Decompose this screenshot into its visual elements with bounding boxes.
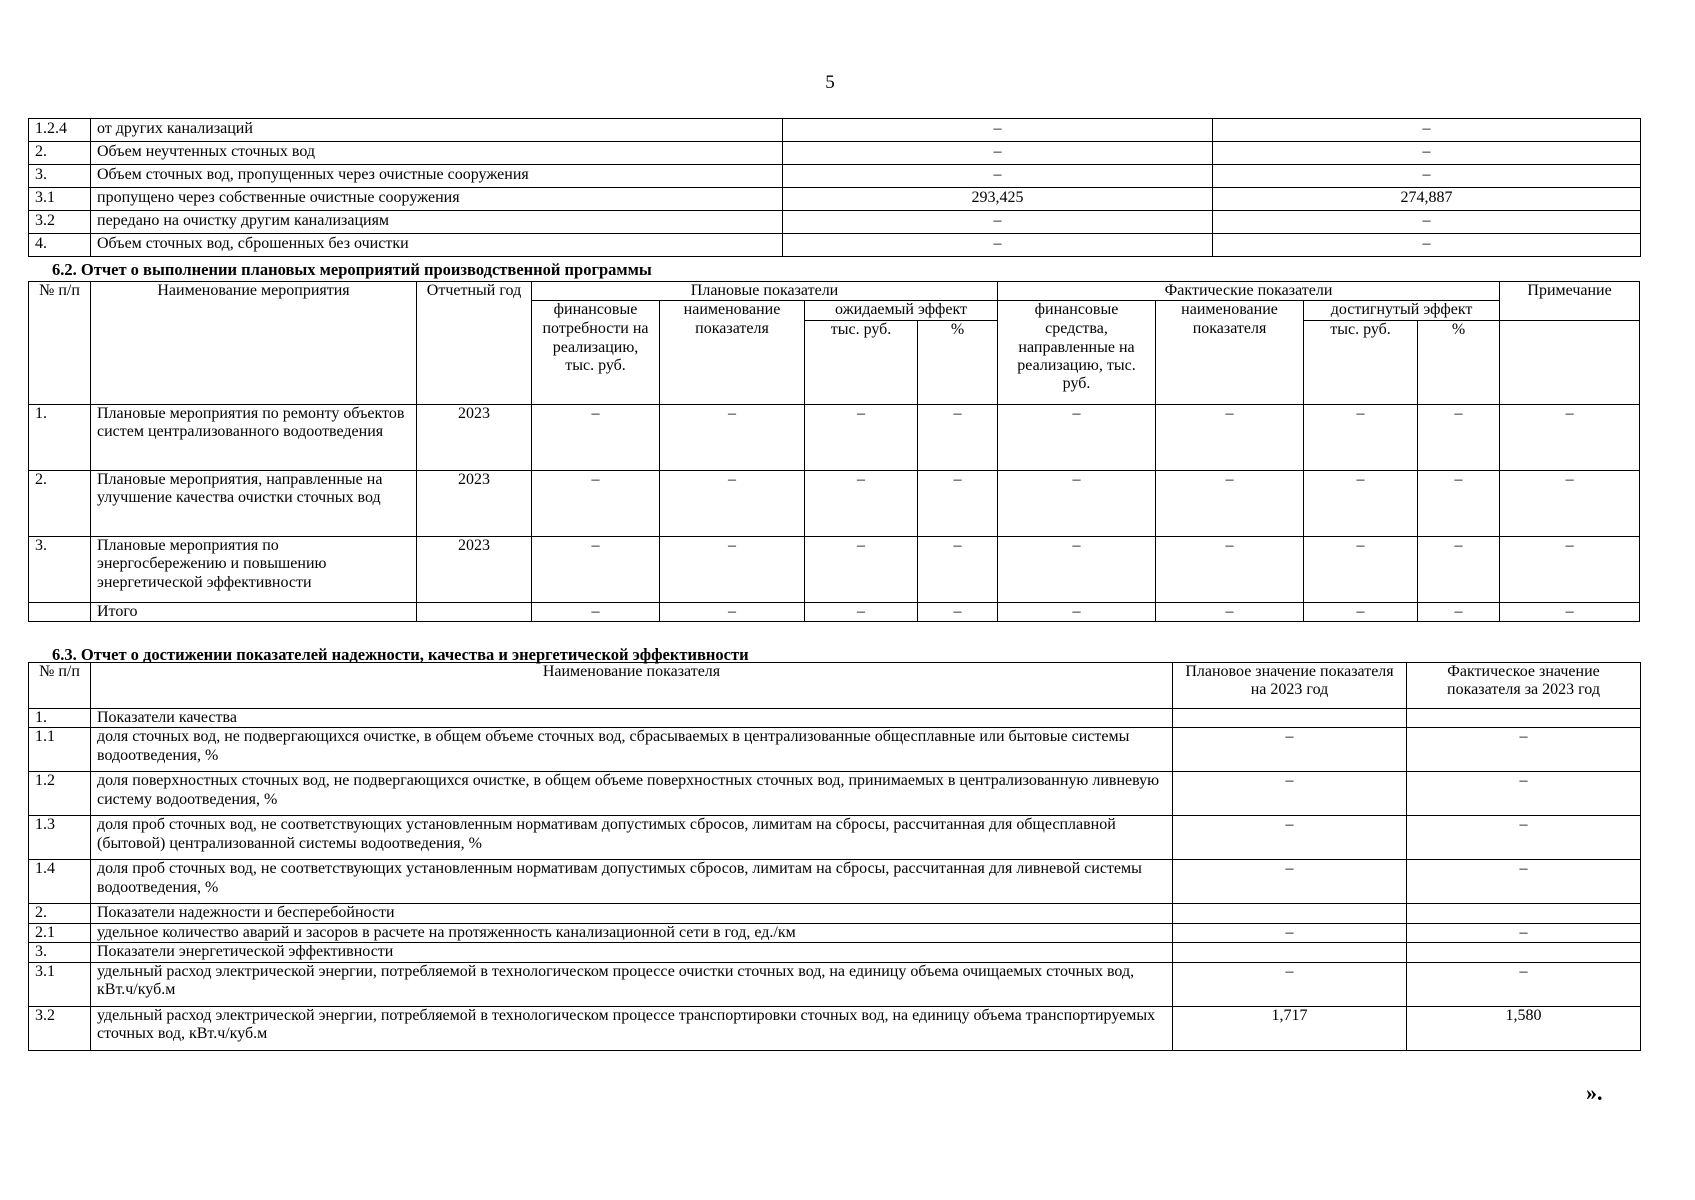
row-name: Объем неучтенных сточных вод: [91, 142, 783, 165]
section-6-2-title: 6.2. Отчет о выполнении плановых мероприятий производственной программы: [52, 260, 652, 279]
table-row: [29, 816, 1641, 860]
planned-value: –: [783, 165, 1213, 188]
cell-value: –: [805, 536, 918, 602]
header-fin-means: средства, направленные на реализацию, тыс. руб.: [998, 320, 1156, 404]
row-number: 2.: [29, 142, 91, 165]
row-number: 1.: [29, 709, 91, 728]
actual-value: –: [1407, 816, 1641, 860]
planned-value: 1,717: [1173, 1006, 1407, 1050]
row-name: от других канализаций: [91, 119, 783, 142]
header-thous-rub: тыс. руб.: [1304, 320, 1418, 404]
header-fin-means-top: финансовые: [998, 301, 1156, 320]
header-percent: %: [1418, 320, 1500, 404]
indicator-name: доля поверхностных сточных вод, не подвергающихся очистке, в общем объеме поверхностных сточных вод, принимаемых в централизованную ливневую систему водоотведения, %: [91, 772, 1173, 816]
cell-value: –: [1500, 602, 1640, 621]
measure-name: Плановые мероприятия по энергосбережению и повышению энергетической эффективности: [91, 536, 417, 602]
row-number: 1.2: [29, 772, 91, 816]
cell-value: –: [1304, 602, 1418, 621]
row-number: 3.1: [29, 188, 91, 211]
header-fin-needs-top: финансовые: [532, 301, 660, 320]
cell-value: –: [918, 536, 998, 602]
row-number: 3.: [29, 536, 91, 602]
actual-value: –: [1407, 860, 1641, 904]
table-row: [29, 904, 1641, 923]
row-number: 1.: [29, 404, 91, 470]
header-expected-effect: ожидаемый эффект: [805, 301, 998, 320]
planned-value: –: [1173, 772, 1407, 816]
cell-value: –: [1418, 404, 1500, 470]
header-indicator-name: показателя: [660, 320, 805, 404]
indicator-name: доля проб сточных вод, не соответствующих установленным нормативам допустимых сбросов, лимитам на сбросы, рассчитанная для ливневой системы водоотведения, %: [91, 860, 1173, 904]
indicator-name: удельное количество аварий и засоров в расчете на протяженность канализационной сети в год, ед./км: [91, 923, 1173, 942]
row-number: [29, 602, 91, 621]
planned-value: –: [1173, 728, 1407, 772]
table-row: [29, 470, 1640, 536]
indicator-name: доля проб сточных вод, не соответствующих установленным нормативам допустимых сбросов, лимитам на сбросы, рассчитанная для общесплавной (бытовой) централизованной системы водоотведения, %: [91, 816, 1173, 860]
cell-value: –: [998, 602, 1156, 621]
planned-measures-table: [28, 281, 1640, 622]
indicator-name: Показатели надежности и бесперебойности: [91, 904, 1173, 923]
header-indicator-name: Наименование показателя: [91, 663, 1173, 709]
cell-value: –: [918, 602, 998, 621]
row-number: 3.1: [29, 962, 91, 1006]
table-row: [29, 772, 1641, 816]
actual-value: –: [1407, 962, 1641, 1006]
actual-value: –: [1407, 728, 1641, 772]
row-name: Объем сточных вод, сброшенных без очистки: [91, 234, 783, 257]
page-number: 5: [825, 72, 835, 93]
section-6-3-title: 6.3. Отчет о достижении показателей надежности, качества и энергетической эффективности: [52, 645, 749, 664]
table-row: [29, 234, 1641, 257]
cell-value: –: [1304, 470, 1418, 536]
row-number: 3.: [29, 165, 91, 188]
table-row: [29, 142, 1641, 165]
report-year: 2023: [417, 404, 532, 470]
row-number: 3.2: [29, 1006, 91, 1050]
planned-value: [1173, 943, 1407, 962]
planned-value: –: [783, 211, 1213, 234]
cell-value: –: [805, 470, 918, 536]
cell-value: –: [998, 536, 1156, 602]
cell-value: –: [1304, 536, 1418, 602]
table-row: [29, 943, 1641, 962]
cell-value: –: [1418, 536, 1500, 602]
planned-value: –: [783, 142, 1213, 165]
header-year: Отчетный год: [417, 282, 532, 405]
row-number: 3.: [29, 943, 91, 962]
cell-value: –: [532, 602, 660, 621]
cell-value: –: [1500, 470, 1640, 536]
row-number: 1.1: [29, 728, 91, 772]
header-fin-needs: потребности на реализацию, тыс. руб.: [532, 320, 660, 404]
cell-value: –: [918, 404, 998, 470]
row-name: пропущено через собственные очистные сооружения: [91, 188, 783, 211]
header-planned-value: Плановое значение показателя на 2023 год: [1173, 663, 1407, 709]
row-number: 2.: [29, 470, 91, 536]
table-row: [29, 165, 1641, 188]
header-measure-name: Наименование мероприятия: [91, 282, 417, 405]
header-note-empty: [1500, 320, 1640, 404]
cell-value: –: [1418, 470, 1500, 536]
table-row: [29, 404, 1640, 470]
report-year: [417, 602, 532, 621]
planned-value: [1173, 904, 1407, 923]
cell-value: –: [660, 404, 805, 470]
cell-value: –: [1418, 602, 1500, 621]
actual-value: –: [1213, 142, 1641, 165]
report-year: 2023: [417, 470, 532, 536]
header-achieved-effect: достигнутый эффект: [1304, 301, 1500, 320]
header-note: Примечание: [1500, 282, 1640, 321]
table-row: [29, 860, 1641, 904]
header-percent: %: [918, 320, 998, 404]
actual-value: –: [1407, 772, 1641, 816]
indicators-table: [28, 662, 1641, 1051]
planned-value: –: [1173, 962, 1407, 1006]
row-name: Объем сточных вод, пропущенных через очистные сооружения: [91, 165, 783, 188]
header-indicator-name: показателя: [1156, 320, 1304, 404]
row-name: передано на очистку другим канализациям: [91, 211, 783, 234]
planned-value: [1173, 709, 1407, 728]
header-actual: Фактические показатели: [998, 282, 1500, 301]
actual-value: [1407, 709, 1641, 728]
header-indicator-name-top: наименование: [660, 301, 805, 320]
cell-value: –: [1156, 602, 1304, 621]
table-row: [29, 119, 1641, 142]
cell-value: –: [1500, 404, 1640, 470]
actual-value: –: [1213, 165, 1641, 188]
actual-value: –: [1407, 923, 1641, 942]
row-number: 1.4: [29, 860, 91, 904]
cell-value: –: [1156, 404, 1304, 470]
row-number: 3.2: [29, 211, 91, 234]
measure-name: Плановые мероприятия по ремонту объектов систем централизованного водоотведения: [91, 404, 417, 470]
cell-value: –: [1156, 470, 1304, 536]
actual-value: –: [1213, 234, 1641, 257]
cell-value: –: [660, 602, 805, 621]
planned-value: 293,425: [783, 188, 1213, 211]
table-row: [29, 536, 1640, 602]
row-number: 1.2.4: [29, 119, 91, 142]
wastewater-volume-table: [28, 118, 1641, 257]
indicator-name: удельный расход электрической энергии, потребляемой в технологическом процессе транспортировки сточных вод, на единицу объема транспортируемых сточных вод, кВт.ч/куб.м: [91, 1006, 1173, 1050]
measure-name: Плановые мероприятия, направленные на улучшение качества очистки сточных вод: [91, 470, 417, 536]
planned-value: –: [1173, 923, 1407, 942]
closing-quote-mark: ».: [1586, 1080, 1603, 1105]
table-row: [29, 962, 1641, 1006]
table-row: [29, 728, 1641, 772]
planned-value: –: [1173, 860, 1407, 904]
actual-value: [1407, 904, 1641, 923]
planned-value: –: [783, 234, 1213, 257]
cell-value: –: [532, 536, 660, 602]
header-indicator-name-top: наименование: [1156, 301, 1304, 320]
table-row: [29, 211, 1641, 234]
actual-value: 1,580: [1407, 1006, 1641, 1050]
header-num: № п/п: [29, 663, 91, 709]
actual-value: –: [1213, 119, 1641, 142]
actual-value: [1407, 943, 1641, 962]
cell-value: –: [660, 470, 805, 536]
actual-value: 274,887: [1213, 188, 1641, 211]
table-row: [29, 709, 1641, 728]
cell-value: –: [998, 404, 1156, 470]
row-number: 1.3: [29, 816, 91, 860]
row-number: 2.: [29, 904, 91, 923]
planned-value: –: [783, 119, 1213, 142]
cell-value: –: [660, 536, 805, 602]
header-thous-rub: тыс. руб.: [805, 320, 918, 404]
report-year: 2023: [417, 536, 532, 602]
cell-value: –: [805, 404, 918, 470]
header-planned: Плановые показатели: [532, 282, 998, 301]
table-row: [29, 188, 1641, 211]
cell-value: –: [918, 470, 998, 536]
cell-value: –: [1304, 404, 1418, 470]
total-row: [29, 602, 1640, 621]
cell-value: –: [532, 404, 660, 470]
indicator-name: удельный расход электрической энергии, потребляемой в технологическом процессе очистки сточных вод, на единицу объема очищаемых сточных вод, кВт.ч/куб.м: [91, 962, 1173, 1006]
indicator-name: доля сточных вод, не подвергающихся очистке, в общем объеме сточных вод, сбрасываемых в централизованные общесплавные или бытовые системы водоотведения, %: [91, 728, 1173, 772]
actual-value: –: [1213, 211, 1641, 234]
table-row: [29, 1006, 1641, 1050]
indicator-name: Показатели качества: [91, 709, 1173, 728]
cell-value: –: [1500, 536, 1640, 602]
header-actual-value: Фактическое значение показателя за 2023 год: [1407, 663, 1641, 709]
planned-value: –: [1173, 816, 1407, 860]
cell-value: –: [805, 602, 918, 621]
header-num: № п/п: [29, 282, 91, 405]
cell-value: –: [998, 470, 1156, 536]
total-label: Итого: [91, 602, 417, 621]
cell-value: –: [1156, 536, 1304, 602]
cell-value: –: [532, 470, 660, 536]
row-number: 2.1: [29, 923, 91, 942]
row-number: 4.: [29, 234, 91, 257]
indicator-name: Показатели энергетической эффективности: [91, 943, 1173, 962]
table-row: [29, 923, 1641, 942]
